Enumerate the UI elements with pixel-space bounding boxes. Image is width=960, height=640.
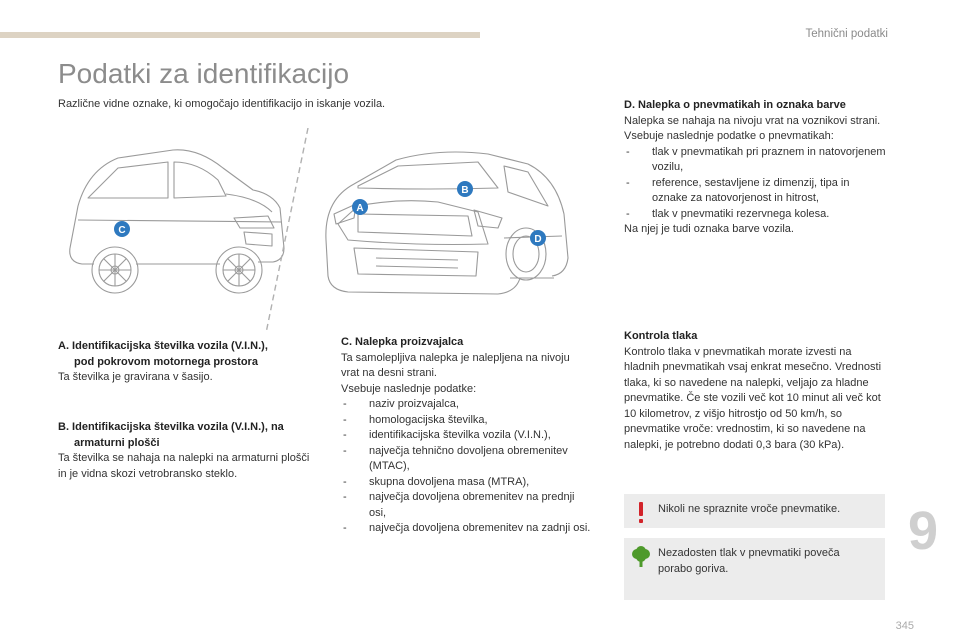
chapter-number: 9 [907, 501, 938, 561]
section-title: Tehnični podatki [805, 28, 888, 40]
block-c [341, 335, 591, 537]
block-c-list [341, 397, 591, 537]
block-b-text: Ta številka se nahaja na nalepki na armaturni plošči in je vidna skozi vetrobransko steklo. [58, 452, 310, 480]
block-a-title-1: A. Identifikacijska številka vozila (V.I.N.), [58, 340, 268, 352]
marker-d [530, 230, 546, 246]
warning-note-text: Nikoli ne spraznite vroče pnevmatike. [658, 503, 841, 515]
pressure-check-title: Kontrola tlaka [624, 330, 698, 342]
list-item: - reference, sestavljene iz dimenzij, tipa in oznake za natovorjenost in hitrost, [624, 176, 886, 207]
eco-tree-icon [630, 546, 652, 568]
eco-note-text: Nezadosten tlak v pnevmatiki poveča porabo goriva. [658, 547, 840, 575]
block-d [624, 98, 886, 238]
page-number: 345 [895, 620, 914, 632]
block-d-list [624, 145, 886, 223]
pressure-check-text: Kontrolo tlaka v pnevmatikah morate izvesti na hladnih pnevmatikah vsaj enkrat mesečno. Vrednosti tlaka, ki so navedene na nalepki, veljajo za hladne pnevmatike. Če ste vozili več kot 10 minut ali več kot 10 kilometrov, z višjo hitrostjo od 50 km/h, so pnevmatike vroče: vrednostim, ki so navedene na nalepki, je potrebno dodati 0,3 bara (30 kPa). [624, 345, 882, 451]
block-a [58, 339, 320, 386]
svg-text:A: A [356, 203, 364, 214]
list-item: - največja dovoljena obremenitev na zadnji osi. [341, 521, 591, 537]
svg-text:D: D [534, 234, 542, 245]
marker-a [352, 199, 368, 215]
svg-text:B: B [461, 185, 469, 196]
page-title: Podatki za identifikacijo [58, 58, 350, 89]
list-item: - največja dovoljena obremenitev na prednji osi, [341, 490, 591, 521]
list-item: - tlak v pnevmatiki rezervnega kolesa. [624, 207, 886, 223]
header-accent-band [0, 32, 480, 38]
block-a-text: Ta številka je gravirana v šasijo. [58, 371, 213, 383]
block-b-title-1: B. Identifikacijska številka vozila (V.I.N.), na [58, 421, 284, 433]
warning-note [624, 494, 885, 528]
intro-text: Različne vidne oznake, ki omogočajo identifikacijo in iskanje vozila. [58, 98, 386, 110]
block-d-title: D. Nalepka o pnevmatikah in oznaka barve [624, 99, 846, 111]
list-item: - homologacijska številka, [341, 413, 591, 429]
block-c-title: C. Nalepka proizvajalca [341, 336, 464, 348]
block-b-title-2: armaturni plošči [74, 436, 160, 449]
block-c-text: Ta samolepljiva nalepka je nalepljena na nivoju vrat na desni strani. [341, 351, 570, 379]
warning-icon [636, 502, 646, 524]
block-a-title-2: pod pokrovom motornega prostora [74, 355, 258, 368]
block-d-outro: Na njej je tudi oznaka barve vozila. [624, 223, 794, 235]
list-item: - identifikacijska številka vozila (V.I.N.), [341, 428, 591, 444]
block-b [58, 420, 320, 482]
pressure-check [624, 329, 886, 453]
list-item: - največja tehnično dovoljena obremenitev (MTAC), [341, 444, 591, 475]
list-item: - skupna dovoljena masa (MTRA), [341, 475, 591, 491]
list-item: - tlak v pnevmatikah pri praznem in natovorjenem vozilu, [624, 145, 886, 176]
marker-c [114, 221, 130, 237]
block-d-list-intro: Vsebuje naslednje podatke o pnevmatikah: [624, 130, 834, 142]
svg-text:C: C [118, 225, 126, 236]
vehicle-illustration [58, 128, 598, 338]
block-c-list-intro: Vsebuje naslednje podatke: [341, 382, 477, 395]
block-d-text: Nalepka se nahaja na nivoju vrat na voznikovi strani. [624, 114, 881, 127]
eco-note [624, 538, 885, 600]
list-item: - naziv proizvajalca, [341, 397, 591, 413]
marker-b [457, 181, 473, 197]
